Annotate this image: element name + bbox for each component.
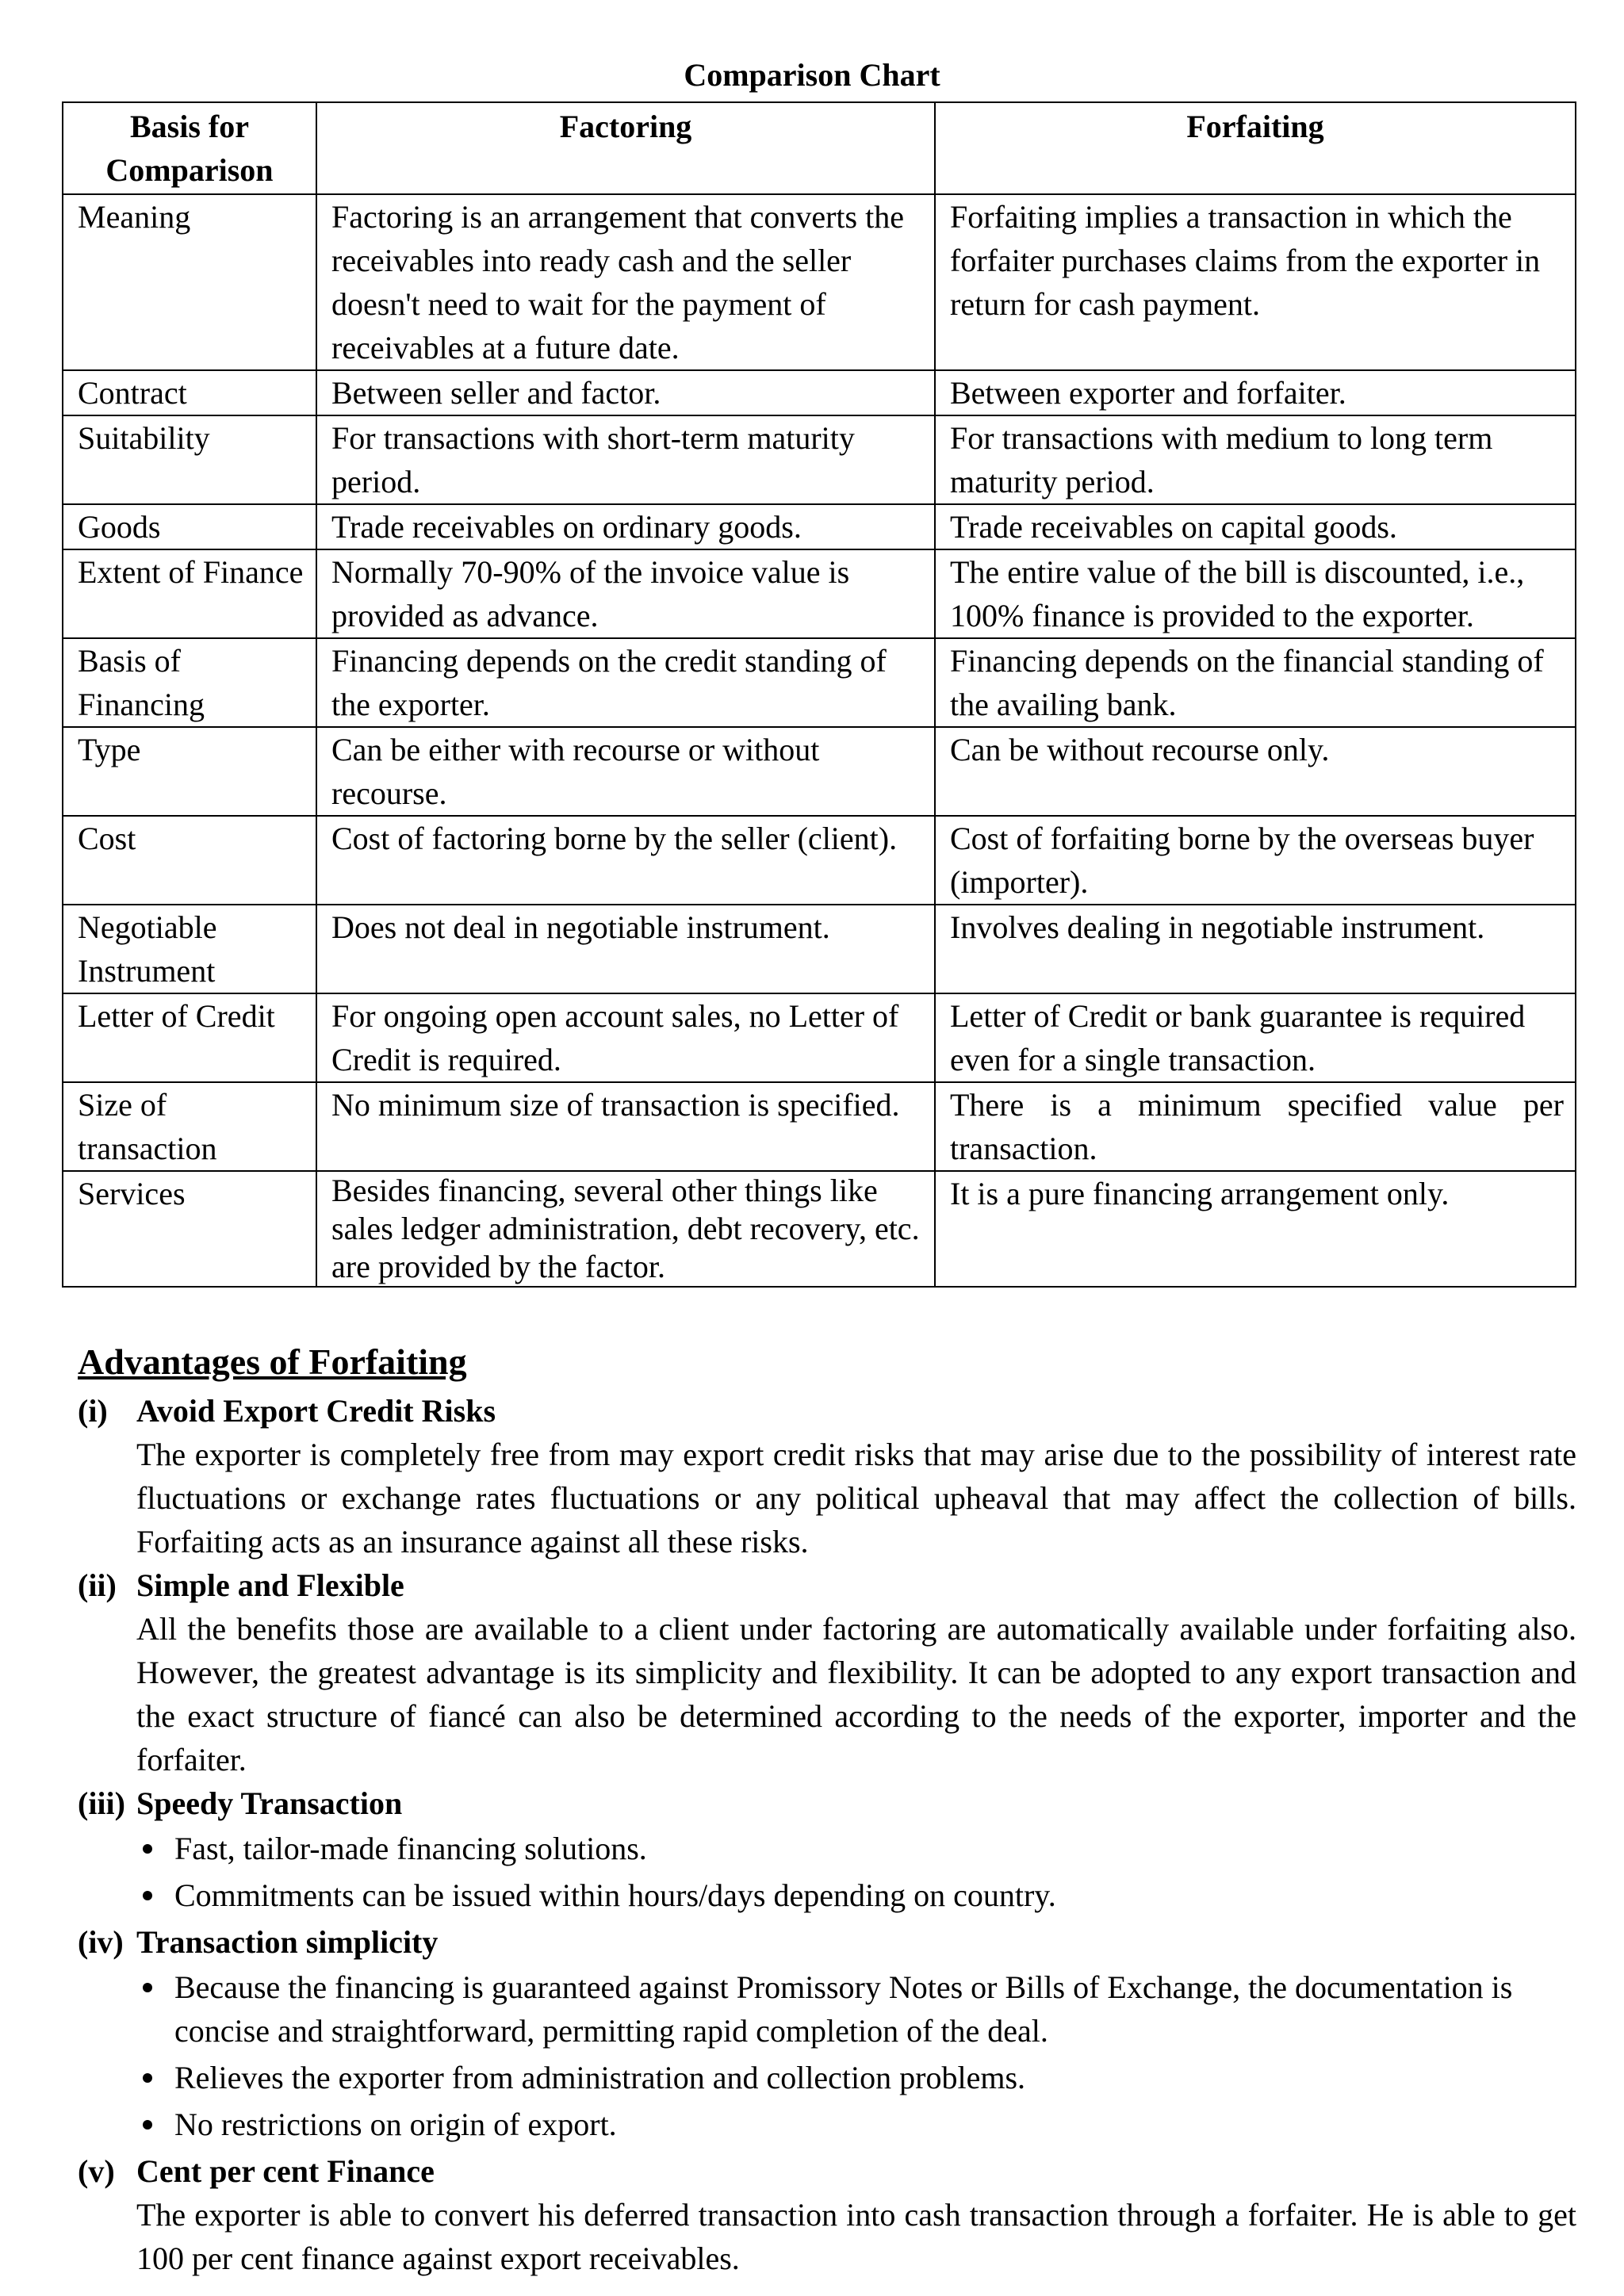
advantage-heading (78, 1920, 1576, 1964)
basis-cell: Extent of Finance (63, 549, 316, 638)
forfaiting-cell: Involves dealing in negotiable instrument. (935, 905, 1576, 993)
table-row (63, 194, 1576, 370)
basis-cell: Suitability (63, 415, 316, 504)
forfaiting-cell: Between exporter and forfaiter. (935, 370, 1576, 415)
chart-title: Comparison Chart (684, 57, 940, 93)
bullet-list (78, 1827, 1576, 1917)
factoring-cell: For ongoing open account sales, no Letter of Credit is required. (316, 993, 935, 1082)
bullet-item: Because the financing is guaranteed against Promissory Notes or Bills of Exchange, the documentation is concise and straightforward, permitting rapid completion of the deal. (136, 1965, 1576, 2053)
factoring-cell: Factoring is an arrangement that converts the receivables into ready cash and the seller doesn't need to wait for the payment of receivables at a future date. (316, 194, 935, 370)
forfaiting-cell: Forfaiting implies a transaction in which the forfaiter purchases claims from the exporter in return for cash payment. (935, 194, 1576, 370)
forfaiting-cell: There is a minimum specified value per transaction. (935, 1082, 1576, 1171)
advantage-item (78, 1920, 1576, 2146)
bullet-item: Fast, tailor-made financing solutions. (136, 1827, 1576, 1870)
factoring-cell: Cost of factoring borne by the seller (client). (316, 816, 935, 905)
factoring-cell: For transactions with short-term maturity period. (316, 415, 935, 504)
advantage-number: (iii) (78, 1785, 125, 1821)
table-row (63, 1171, 1576, 1287)
forfaiting-cell: Letter of Credit or bank guarantee is required even for a single transaction. (935, 993, 1576, 1082)
advantage-item (78, 2149, 1576, 2280)
header-basis: Basis for Comparison (63, 102, 316, 194)
table-row (63, 816, 1576, 905)
header-factoring: Factoring (316, 102, 935, 194)
advantage-number: (i) (78, 1393, 108, 1429)
factoring-cell: Besides financing, several other things like sales ledger administration, debt recovery, etc. are provided by the factor. (316, 1171, 935, 1287)
factoring-cell: No minimum size of transaction is specified. (316, 1082, 935, 1171)
factoring-cell: Financing depends on the credit standing of the exporter. (316, 638, 935, 727)
basis-cell: Negotiable Instrument (63, 905, 316, 993)
table-header-row (63, 102, 1576, 194)
table-row (63, 549, 1576, 638)
basis-cell: Size of transaction (63, 1082, 316, 1171)
factoring-cell: Trade receivables on ordinary goods. (316, 504, 935, 549)
forfaiting-cell: Can be without recourse only. (935, 727, 1576, 816)
advantages-heading: Advantages of Forfaiting (78, 1341, 467, 1382)
advantage-title: Avoid Export Credit Risks (136, 1393, 496, 1429)
advantage-number: (v) (78, 2153, 115, 2189)
header-forfaiting: Forfaiting (935, 102, 1576, 194)
basis-cell: Basis of Financing (63, 638, 316, 727)
advantage-number: (ii) (78, 1567, 117, 1603)
advantage-heading (78, 2149, 1576, 2193)
table-row (63, 504, 1576, 549)
advantage-body: All the benefits those are available to a client under factoring are automatically available under forfaiting also. However, the greatest advantage is its simplicity and flexibility. It can be adopted to any export transaction and the exact structure of fiancé can also be determined according to the needs of the exporter, importer and the forfaiter. (136, 1611, 1576, 1777)
basis-cell: Goods (63, 504, 316, 549)
table-row (63, 415, 1576, 504)
factoring-cell: Can be either with recourse or without recourse. (316, 727, 935, 816)
advantage-number: (iv) (78, 1924, 124, 1960)
factoring-cell: Normally 70-90% of the invoice value is provided as advance. (316, 549, 935, 638)
basis-cell: Type (63, 727, 316, 816)
advantage-title: Transaction simplicity (136, 1924, 439, 1960)
table-row (63, 370, 1576, 415)
basis-cell: Contract (63, 370, 316, 415)
forfaiting-cell: Cost of forfaiting borne by the overseas buyer (importer). (935, 816, 1576, 905)
basis-cell: Cost (63, 816, 316, 905)
advantage-heading (78, 1389, 1576, 1433)
advantage-body: The exporter is able to convert his deferred transaction into cash transaction through a forfaiter. He is able to get 100 per cent finance against export receivables. (136, 2197, 1576, 2276)
forfaiting-cell: Trade receivables on capital goods. (935, 504, 1576, 549)
bullet-item: No restrictions on origin of export. (136, 2103, 1576, 2146)
factoring-cell: Does not deal in negotiable instrument. (316, 905, 935, 993)
advantages-section (78, 1338, 1576, 2280)
advantage-item (78, 1563, 1576, 1781)
advantage-body: The exporter is completely free from may export credit risks that may arise due to the possibility of interest rate fluctuations or exchange rates fluctuations or any political upheaval that may affect the collection of bills. Forfaiting acts as an insurance against all these risks. (136, 1437, 1576, 1559)
forfaiting-cell: Financing depends on the financial standing of the availing bank. (935, 638, 1576, 727)
basis-cell: Meaning (63, 194, 316, 370)
advantage-item (78, 1781, 1576, 1917)
table-row (63, 993, 1576, 1082)
forfaiting-cell: It is a pure financing arrangement only. (935, 1171, 1576, 1287)
forfaiting-cell: For transactions with medium to long term maturity period. (935, 415, 1576, 504)
bullet-item: Relieves the exporter from administration and collection problems. (136, 2056, 1576, 2099)
bullet-list (78, 1965, 1576, 2146)
advantage-title: Cent per cent Finance (136, 2153, 435, 2189)
advantage-title: Simple and Flexible (136, 1567, 404, 1603)
advantage-heading (78, 1781, 1576, 1825)
advantage-item (78, 1389, 1576, 1563)
advantage-heading (78, 1563, 1576, 1607)
basis-cell: Services (63, 1171, 316, 1287)
comparison-table (62, 101, 1576, 1288)
bullet-item: Commitments can be issued within hours/days depending on country. (136, 1873, 1576, 1917)
table-row (63, 1082, 1576, 1171)
forfaiting-cell: The entire value of the bill is discounted, i.e., 100% finance is provided to the exporter. (935, 549, 1576, 638)
basis-cell: Letter of Credit (63, 993, 316, 1082)
advantage-title: Speedy Transaction (136, 1785, 403, 1821)
table-row (63, 905, 1576, 993)
table-row (63, 638, 1576, 727)
table-row (63, 727, 1576, 816)
factoring-cell: Between seller and factor. (316, 370, 935, 415)
